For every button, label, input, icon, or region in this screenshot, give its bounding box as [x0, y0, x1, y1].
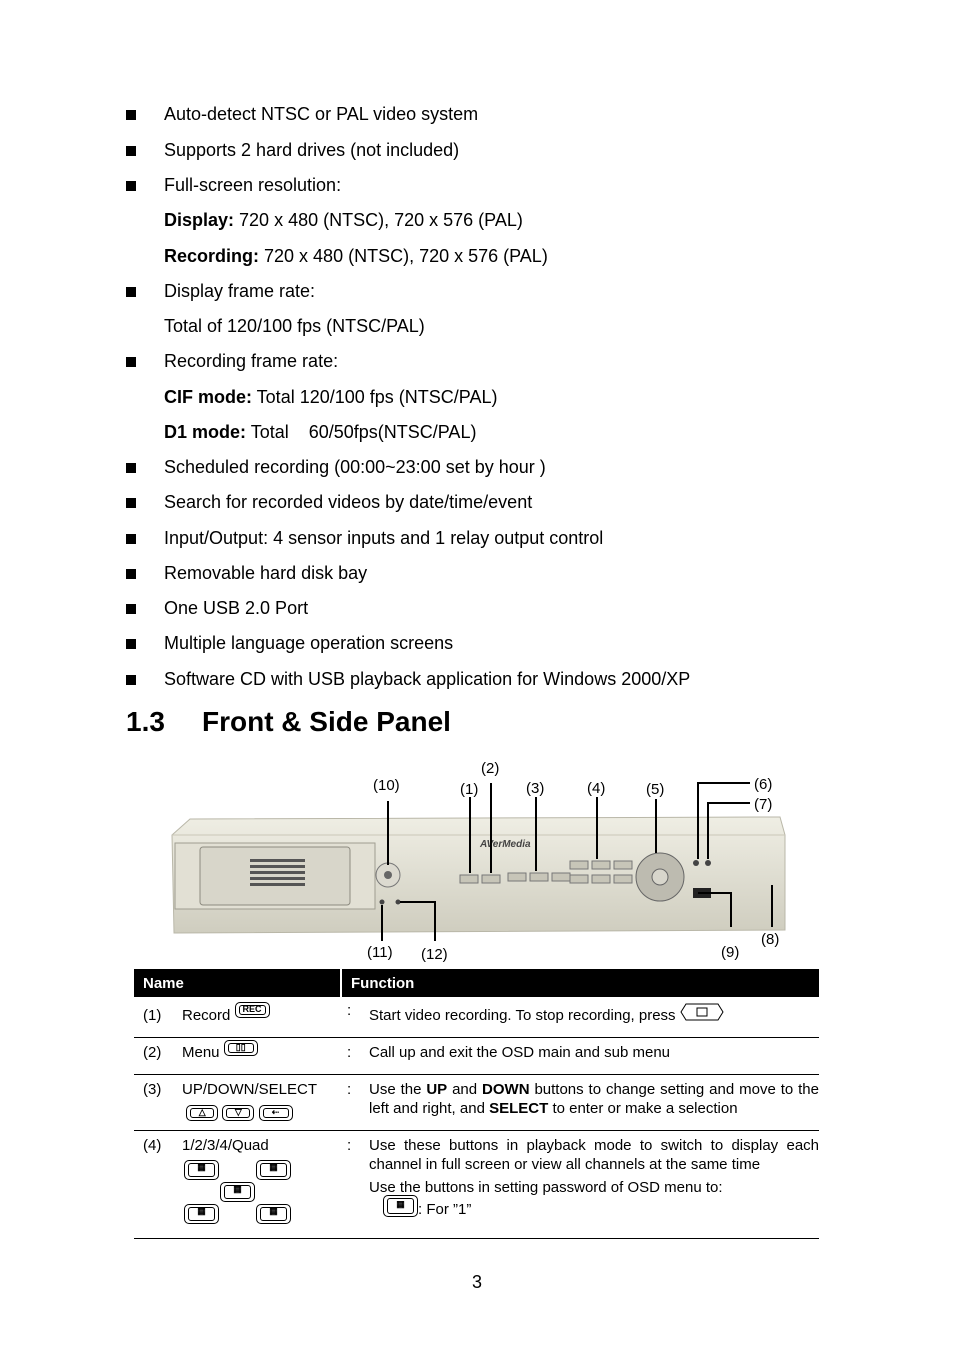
menu-book-icon: ▯▯: [224, 1040, 258, 1056]
bullet-icon: [126, 534, 136, 544]
bullet-icon: [126, 357, 136, 367]
section-number: 1.3: [126, 706, 165, 737]
callout-6: (6): [754, 776, 773, 793]
bullet-icon: [126, 110, 136, 120]
bullet-icon: [126, 639, 136, 649]
bullet-icon: [126, 569, 136, 579]
rec-button-icon: REC: [235, 1002, 270, 1018]
channel-1-button-icon: ▦: [184, 1160, 219, 1180]
bullet-icon: [126, 146, 136, 156]
bullet-icon: [126, 604, 136, 614]
dvr-front-panel-figure: [160, 755, 800, 970]
callout-1: (1): [460, 781, 479, 798]
bullet-icon: [126, 675, 136, 685]
callout-12: (12): [421, 946, 448, 963]
bullet-icon: [126, 463, 136, 473]
brand-logo: AVerMedia: [480, 839, 531, 850]
bullet-icon: [126, 181, 136, 191]
callout-4: (4): [587, 780, 606, 797]
callout-9: (9): [721, 944, 740, 961]
section-heading: [126, 704, 451, 740]
section-title: Front & Side Panel: [202, 706, 451, 737]
stop-button-icon: [680, 1002, 724, 1022]
up-button-icon: △: [186, 1105, 218, 1121]
table-row: (1) Record REC : Start video recording. To stop recording, press: [134, 997, 819, 1038]
channel-1-button-icon: ▦: [383, 1195, 418, 1217]
table-header-row: [134, 969, 819, 997]
callout-5: (5): [646, 781, 665, 798]
channel-2-button-icon: ▦: [256, 1160, 291, 1180]
table-row: (4) 1/2/3/4/Quad ▦ ▦ ▦ ▦ ▦ : Use these buttons in playback mode to switch to display each channel in full screen or view all channels at the same time Use the buttons in setting password of OSD menu to: ▦ : For ”1”: [134, 1131, 819, 1239]
callout-10: (10): [373, 777, 400, 794]
dvr-illustration: [160, 755, 800, 970]
select-button-icon: ⇠: [259, 1105, 293, 1121]
callout-11: (11): [367, 944, 393, 961]
page-number: 3: [471, 1272, 482, 1292]
callout-7: (7): [754, 796, 773, 813]
bullet-icon: [126, 498, 136, 508]
header-function: Function: [341, 969, 819, 997]
function-table: [134, 969, 819, 1239]
callout-8: (8): [761, 931, 780, 948]
channel-4-button-icon: ▦: [256, 1204, 291, 1224]
bullet-icon: [126, 287, 136, 297]
quad-button-icon: ▦: [220, 1182, 255, 1202]
channel-3-button-icon: ▦: [184, 1204, 219, 1224]
callout-2: (2): [481, 760, 500, 777]
table-row: (3) UP/DOWN/SELECT △ ▽ ⇠ : Use the UP and DOWN buttons to change setting and move to the left and right, and SELECT to enter or make a selection: [134, 1075, 819, 1131]
header-name: Name: [134, 969, 341, 997]
table-row: (2) Menu ▯▯ : Call up and exit the OSD main and sub menu: [134, 1038, 819, 1075]
down-button-icon: ▽: [222, 1105, 254, 1121]
callout-3: (3): [526, 780, 545, 797]
